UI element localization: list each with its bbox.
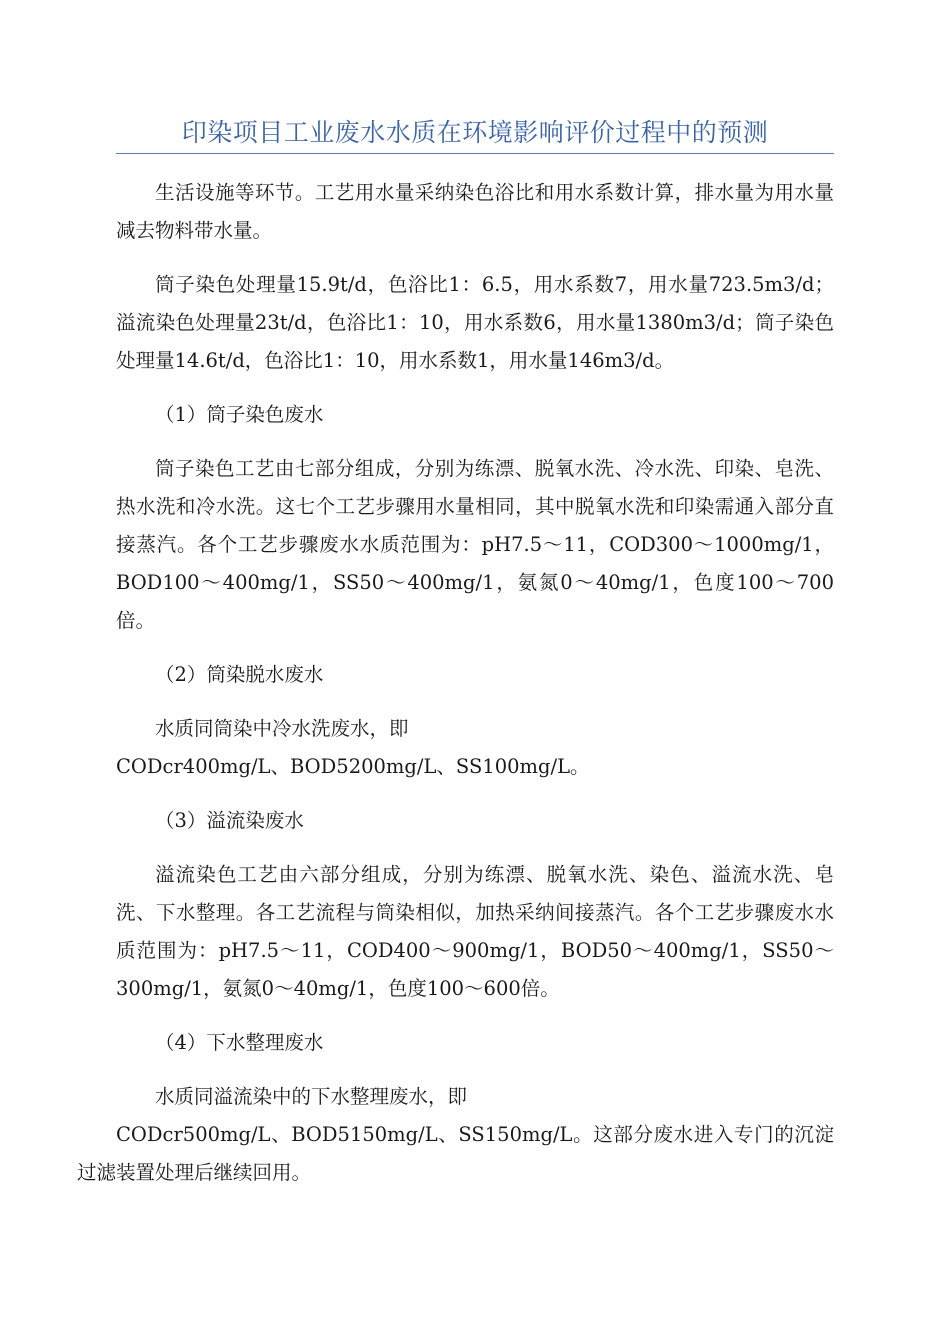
section-heading-2: （2）筒染脱水废水 (155, 663, 324, 686)
document-title: 印染项目工业废水水质在环境影响评价过程中的预测 (181, 118, 769, 147)
paragraph-section-1: 筒子染色工艺由七部分组成，分别为练漂、脱氧水洗、冷水洗、印染、皂洗、热水洗和冷水洗。这七个工艺步骤用水量相同，其中脱氧水洗和印染需通入部分直接蒸汽。各个工艺步骤废水水质范围为：pH7.5～11，COD300～1000mg/1，BOD100～400mg/1，SS50～400mg/1，氨氮0～40mg/1，色度100～700倍。 (116, 457, 834, 632)
paragraph-section-2 (116, 710, 834, 786)
paragraph-intro: 生活设施等环节。工艺用水量采纳染色浴比和用水系数计算，排水量为用水量减去物料带水量。 (116, 181, 834, 242)
document-body (77, 174, 834, 1208)
paragraph-section-4-line-1: 水质同溢流染中的下水整理废水，即 (155, 1085, 468, 1108)
paragraph-section-3: 溢流染色工艺由六部分组成，分别为练漂、脱氧水洗、染色、溢流水洗、皂洗、下水整理。各工艺流程与筒染相似，加热采纳间接蒸汽。各个工艺步骤废水水质范围为：pH7.5～11，COD400～900mg/1，BOD50～400mg/1，SS50～300mg/1，氨氮0～40mg/1，色度100～600倍。 (116, 863, 834, 1000)
paragraph-section-2-line-2: CODcr400mg/L、BOD5200mg/L、SS100mg/L。 (116, 755, 590, 778)
paragraph-water-usage: 筒子染色处理量15.9t/d，色浴比1：6.5，用水系数7，用水量723.5m3/d；溢流染色处理量23t/d，色浴比1：10，用水系数6，用水量1380m3/d；筒子染色处理量14.6t/d，色浴比1：10，用水系数1，用水量146m3/d。 (116, 273, 834, 372)
section-heading-4: （4）下水整理废水 (155, 1031, 324, 1054)
title-underline (116, 153, 834, 154)
section-heading-3: （3）溢流染废水 (155, 809, 304, 832)
paragraph-section-2-line-1: 水质同筒染中冷水洗废水，即 (155, 717, 409, 740)
section-heading-1: （1）筒子染色废水 (155, 403, 324, 426)
paragraph-section-4-line-2: CODcr500mg/L、BOD5150mg/L、SS150mg/L。这部分废水进入专门的沉淀过滤装置处理后继续回用。 (77, 1123, 834, 1184)
paragraph-section-4 (77, 1078, 834, 1192)
